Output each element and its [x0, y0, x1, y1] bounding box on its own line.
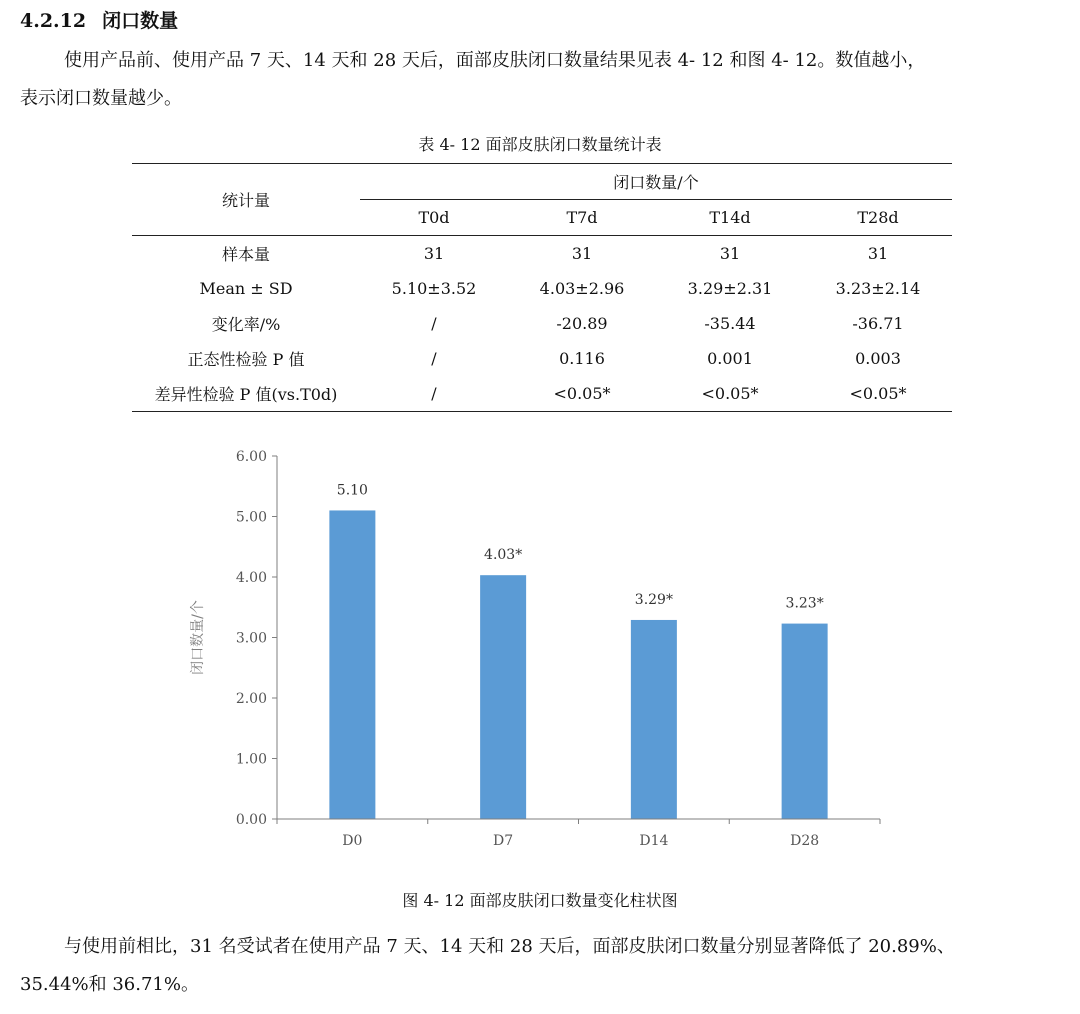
row-label: 差异性检验 P 值(vs.T0d)	[132, 376, 360, 412]
conclusion-paragraph	[20, 928, 1060, 1004]
stat-header: 统计量	[132, 164, 360, 236]
table-cell: <0.05*	[804, 376, 952, 412]
table-row	[132, 236, 952, 272]
table-cell: /	[431, 349, 437, 368]
y-tick-label: 3.00	[235, 630, 267, 647]
bar	[782, 624, 828, 819]
table-row	[132, 306, 952, 341]
chart-caption: 图 4- 12 面部皮肤闭口数量变化柱状图	[402, 891, 678, 910]
table-caption: 表 4- 12 面部皮肤闭口数量统计表	[418, 135, 662, 154]
bar-data-label: 3.29*	[634, 591, 673, 608]
table-cell: /	[360, 376, 508, 412]
column-header: T14d	[656, 200, 804, 236]
section-title: 闭口数量	[102, 10, 179, 32]
table-row	[132, 376, 952, 412]
table-cell: 0.001	[707, 349, 753, 368]
row-label: Mean ± SD	[199, 279, 293, 298]
intro-line-1: 使用产品前、使用产品 7 天、14 天和 28 天后，面部皮肤闭口数量结果见表 4- 12 和图 4- 12。数值越小，	[64, 50, 926, 71]
bar-chart	[180, 440, 900, 860]
table-cell: 31	[571, 244, 593, 263]
table-cell: 5.10±3.52	[391, 279, 477, 298]
bar-data-label: 5.10	[336, 482, 368, 499]
bar	[480, 575, 526, 819]
x-tick-label: D28	[790, 833, 820, 849]
table-cell: 4.03±2.96	[539, 279, 625, 298]
bar-chart-svg	[180, 440, 900, 860]
table-cell: 0.003	[855, 349, 901, 368]
table-cell: <0.05*	[656, 376, 804, 412]
table-cell: 31	[423, 244, 445, 263]
y-axis-title: 闭口数量/个	[190, 600, 206, 675]
bar-data-label: 4.03*	[484, 547, 523, 564]
table-cell: -35.44	[704, 314, 756, 333]
y-tick-label: 4.00	[235, 570, 267, 586]
row-label: 样本量	[221, 245, 270, 264]
table-cell: 31	[719, 244, 741, 263]
section-number: 4.2.12	[20, 10, 87, 32]
column-header: T0d	[360, 200, 508, 236]
intro-line-2: 表示闭口数量越少。	[20, 88, 182, 109]
row-label: 正态性检验 P 值	[187, 350, 305, 369]
group-header: 闭口数量/个	[360, 164, 952, 200]
table-cell: 3.29±2.31	[687, 279, 773, 298]
table-cell: -20.89	[556, 314, 608, 333]
table-row	[132, 271, 952, 306]
x-tick-label: D14	[639, 833, 669, 849]
column-header: T28d	[804, 200, 952, 236]
y-tick-label: 6.00	[235, 449, 267, 465]
table-cell: -36.71	[852, 314, 904, 333]
table-cell: 0.116	[559, 349, 605, 368]
bar-data-label: 3.23*	[785, 595, 824, 612]
y-tick-label: 2.00	[235, 691, 267, 707]
row-label: 变化率/%	[211, 315, 281, 334]
x-tick-label: D0	[342, 833, 363, 849]
table-cell: 3.23±2.14	[835, 279, 921, 298]
stats-table	[132, 163, 952, 412]
conclusion-line-2: 35.44%和 36.71%。	[20, 974, 199, 995]
table-row	[132, 341, 952, 376]
x-tick-label: D7	[493, 833, 514, 849]
y-tick-label: 0.00	[235, 812, 267, 828]
y-tick-label: 5.00	[235, 509, 267, 526]
table-cell: /	[431, 314, 437, 333]
column-header: T7d	[508, 200, 656, 236]
bar	[631, 620, 677, 819]
intro-paragraph	[20, 42, 1060, 118]
conclusion-line-1: 与使用前相比，31 名受试者在使用产品 7 天、14 天和 28 天后，面部皮肤闭口数量分别显著降低了 20.89%、	[64, 936, 955, 957]
table-cell: 31	[867, 244, 889, 263]
bar	[329, 510, 375, 819]
y-tick-label: 1.00	[235, 751, 267, 768]
table-cell: <0.05*	[508, 376, 656, 412]
section-heading	[20, 6, 178, 33]
